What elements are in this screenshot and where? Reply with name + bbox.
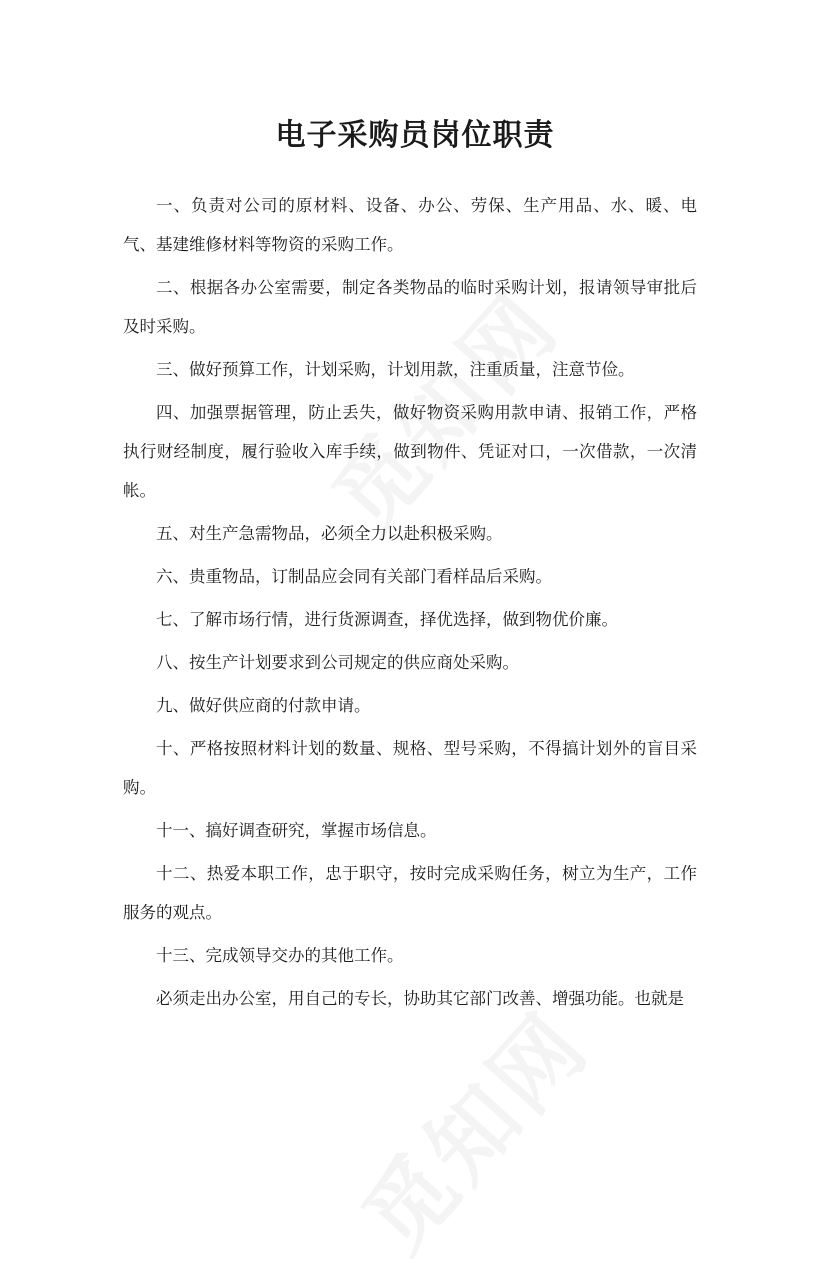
paragraph: 三、做好预算工作，计划采购，计划用款，注重质量，注意节俭。 (156, 360, 635, 379)
paragraph: 十三、完成领导交办的其他工作。 (156, 946, 404, 965)
paragraph: 八、按生产计划要求到公司规定的供应商处采购。 (156, 653, 519, 672)
watermark-text (330, 980, 612, 1274)
document-title: 电子采购员岗位职责 (275, 118, 555, 153)
paragraph: 九、做好供应商的付款申请。 (156, 696, 371, 715)
paragraph: 五、对生产急需物品，必须全力以赴积极采购。 (156, 524, 503, 543)
paragraph: 必须走出办公室，用自己的专长，协助其它部门改善、增强功能。也就是 (156, 989, 684, 1008)
paragraph: 四、加强票据管理，防止丢失，做好物资采购用款申请、报销工作，严格执行财经制度，履行验收入库手续，做到物件、凭证对口，一次借款，一次清帐。 (123, 403, 697, 500)
paragraph: 一、负责对公司的原材料、设备、办公、劳保、生产用品、水、暖、电气、基建维修材料等物资的采购工作。 (123, 196, 697, 254)
paragraph: 十一、搞好调查研究，掌握市场信息。 (156, 821, 437, 840)
paragraph: 七、了解市场行情，进行货源调查，择优选择，做到物优价廉。 (156, 610, 618, 629)
document-body (123, 186, 697, 1022)
paragraph: 六、贵重物品，订制品应会同有关部门看样品后采购。 (156, 567, 552, 586)
paragraph: 二、根据各办公室需要，制定各类物品的临时采购计划，报请领导审批后及时采购。 (123, 278, 697, 336)
paragraph: 十二、热爱本职工作，忠于职守，按时完成采购任务，树立为生产，工作服务的观点。 (123, 864, 697, 922)
paragraph: 十、严格按照材料计划的数量、规格、型号采购，不得搞计划外的盲目采购。 (123, 739, 697, 797)
